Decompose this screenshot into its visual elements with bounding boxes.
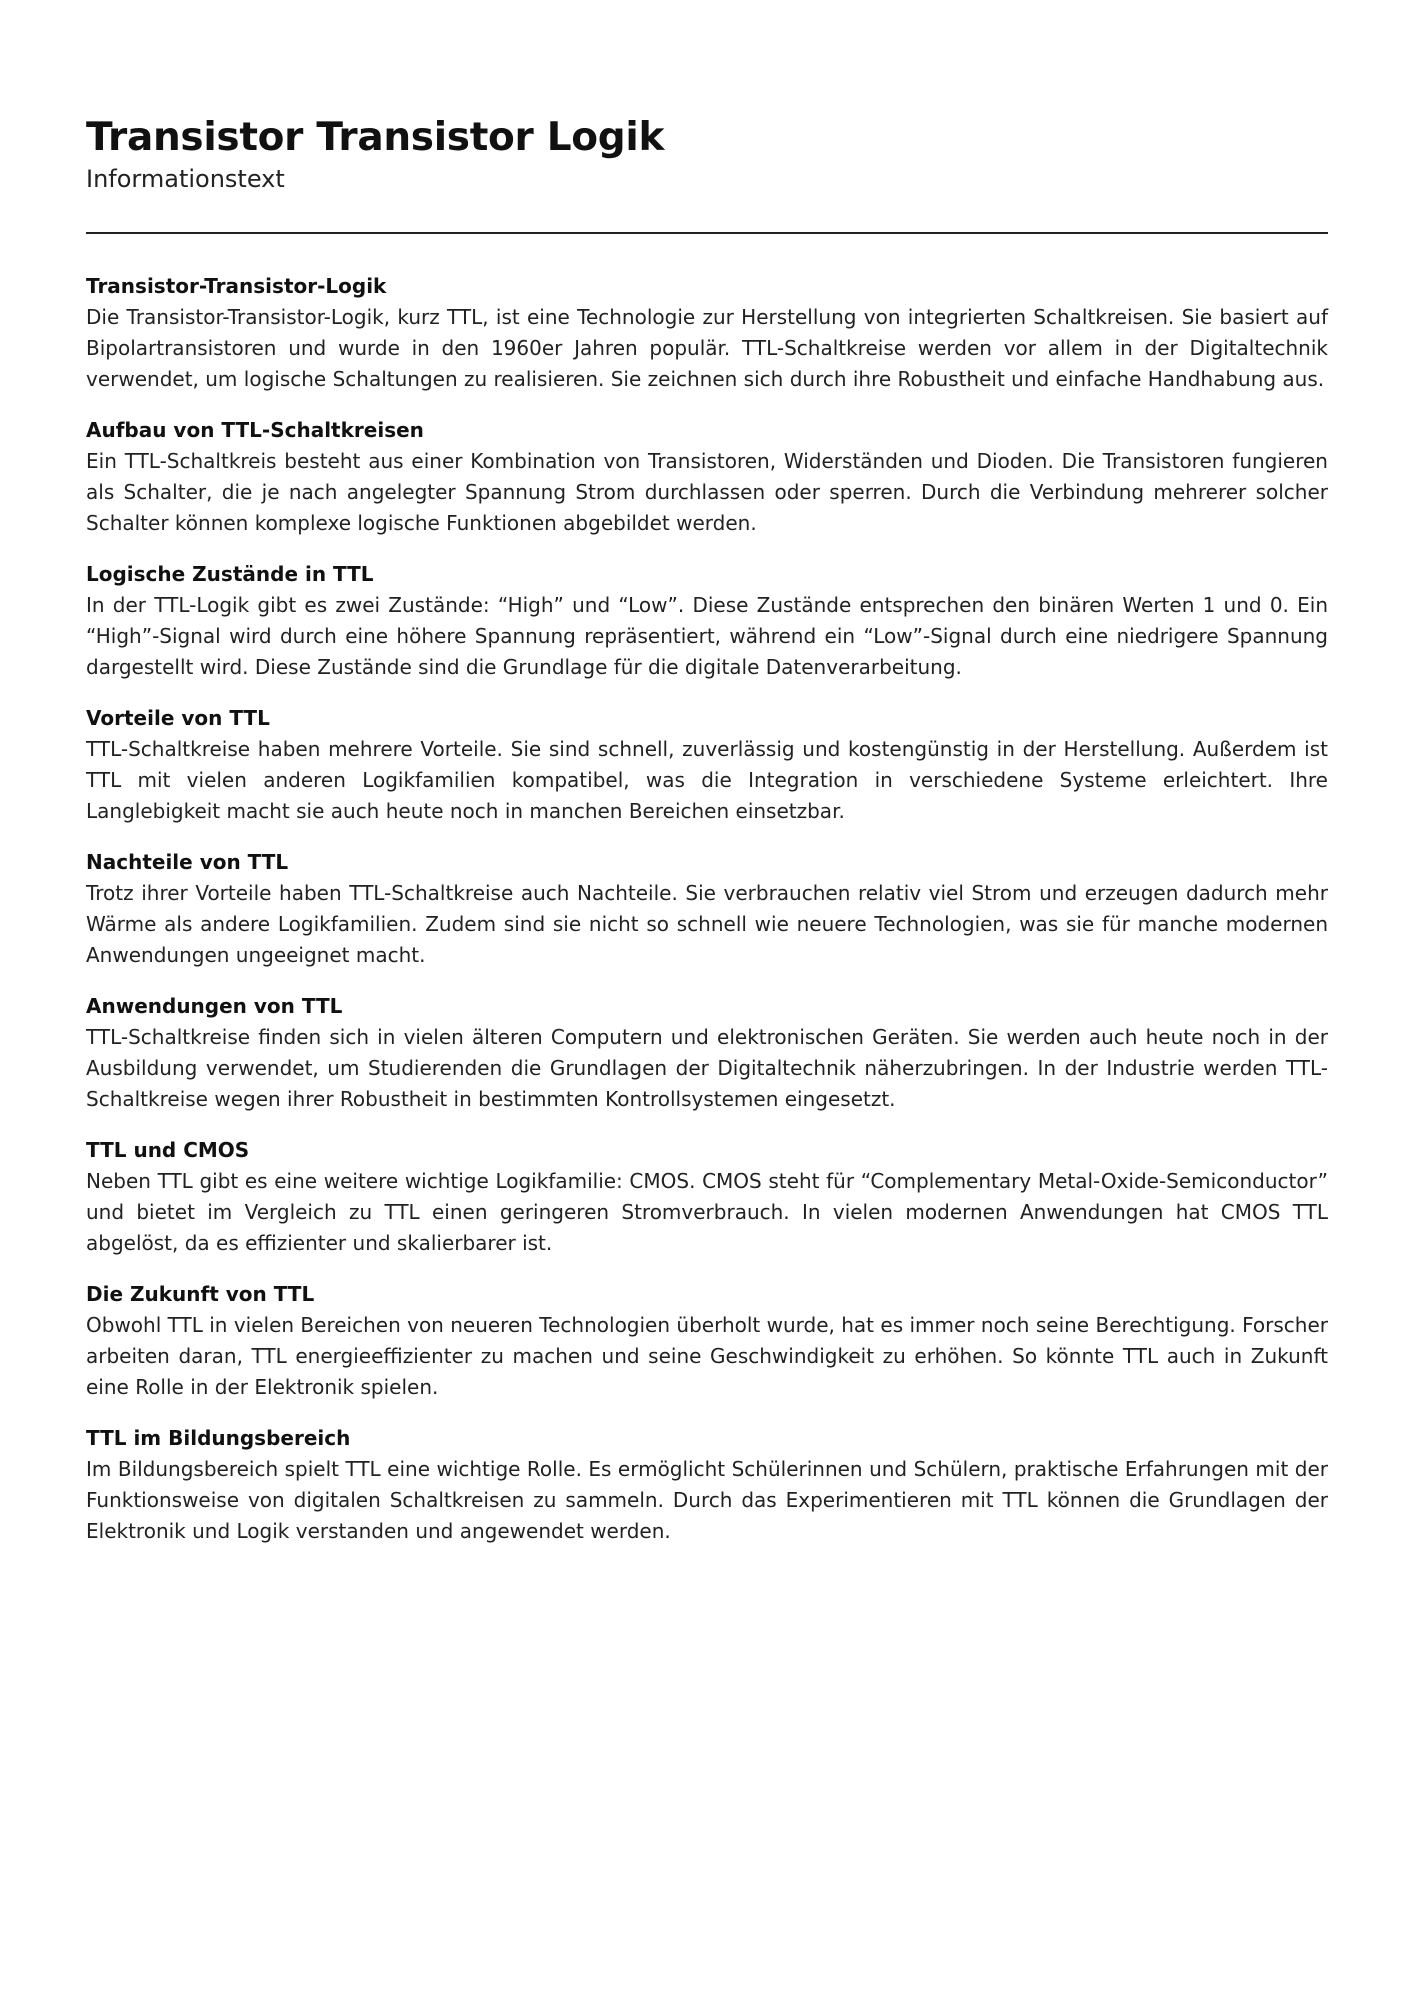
document-header	[86, 114, 1328, 196]
document-subtitle: Informationstext	[86, 165, 285, 193]
section-heading: Transistor-Transistor-Logik	[86, 274, 387, 298]
section-heading: Aufbau von TTL-Schaltkreisen	[86, 418, 424, 442]
section-body: TTL-Schaltkreise finden sich in vielen älteren Computern und elektronischen Geräten. Sie werden auch heute noch in der Ausbildung verwendet, um Studierenden die Grundlagen der Digitaltechnik näherzubringen. In der Industrie werden TTL-Schaltkreise wegen ihrer Robustheit in bestimmten Kontrollsystemen eingesetzt.	[86, 1025, 1328, 1111]
document-content	[86, 271, 1328, 1547]
section-body: Obwohl TTL in vielen Bereichen von neueren Technologien überholt wurde, hat es immer noch seine Berechtigung. Forscher arbeiten daran, TTL energieeffizienter zu machen und seine Geschwindigkeit zu erhöhen. So könnte TTL auch in Zukunft eine Rolle in der Elektronik spielen.	[86, 1313, 1328, 1399]
section-heading: Anwendungen von TTL	[86, 994, 343, 1018]
section-heading: TTL im Bildungsbereich	[86, 1426, 351, 1450]
section-future	[86, 1279, 1328, 1403]
section-ttl-cmos	[86, 1135, 1328, 1259]
section-body: Die Transistor-Transistor-Logik, kurz TTL, ist eine Technologie zur Herstellung von integrierten Schaltkreisen. Sie basiert auf Bipolartransistoren und wurde in den 1960er Jahren populär. TTL-Schaltkreise werden vor allem in der Digitaltechnik verwendet, um logische Schaltungen zu realisieren. Sie zeichnen sich durch ihre Robustheit und einfache Handhabung aus.	[86, 305, 1328, 391]
section-applications	[86, 991, 1328, 1115]
section-heading: Logische Zustände in TTL	[86, 562, 374, 586]
section-heading: TTL und CMOS	[86, 1138, 250, 1162]
section-ttl-structure	[86, 415, 1328, 539]
section-disadvantages	[86, 847, 1328, 971]
section-heading: Vorteile von TTL	[86, 706, 270, 730]
section-heading: Nachteile von TTL	[86, 850, 289, 874]
section-body: Im Bildungsbereich spielt TTL eine wichtige Rolle. Es ermöglicht Schülerinnen und Schülern, praktische Erfahrungen mit der Funktionsweise von digitalen Schaltkreisen zu sammeln. Durch das Experimentieren mit TTL können die Grundlagen der Elektronik und Logik verstanden und angewendet werden.	[86, 1457, 1328, 1543]
section-body: TTL-Schaltkreise haben mehrere Vorteile. Sie sind schnell, zuverlässig und kostengünstig in der Herstellung. Außerdem ist TTL mit vielen anderen Logikfamilien kompatibel, was die Integration in verschiedene Systeme erleichtert. Ihre Langlebigkeit macht sie auch heute noch in manchen Bereichen einsetzbar.	[86, 737, 1328, 823]
section-ttl-intro	[86, 271, 1328, 395]
section-body: In der TTL-Logik gibt es zwei Zustände: “High” und “Low”. Diese Zustände entsprechen den binären Werten 1 und 0. Ein “High”-Signal wird durch eine höhere Spannung repräsentiert, während ein “Low”-Signal durch eine niedrigere Spannung dargestellt wird. Diese Zustände sind die Grundlage für die digitale Datenverarbeitung.	[86, 593, 1328, 679]
section-body: Ein TTL-Schaltkreis besteht aus einer Kombination von Transistoren, Widerständen und Dioden. Die Transistoren fungieren als Schalter, die je nach angelegter Spannung Strom durchlassen oder sperren. Durch die Verbindung mehrerer solcher Schalter können komplexe logische Funktionen abgebildet werden.	[86, 449, 1328, 535]
document-title: Transistor Transistor Logik	[86, 115, 665, 160]
section-body: Neben TTL gibt es eine weitere wichtige Logikfamilie: CMOS. CMOS steht für “Complementary Metal-Oxide-Semiconductor” und bietet im Vergleich zu TTL einen geringeren Stromverbrauch. In vielen modernen Anwendungen hat CMOS TTL abgelöst, da es effizienter und skalierbarer ist.	[86, 1169, 1328, 1255]
section-heading: Die Zukunft von TTL	[86, 1282, 315, 1306]
section-body: Trotz ihrer Vorteile haben TTL-Schaltkreise auch Nachteile. Sie verbrauchen relativ viel Strom und erzeugen dadurch mehr Wärme als andere Logikfamilien. Zudem sind sie nicht so schnell wie neuere Technologien, was sie für manche modernen Anwendungen ungeeignet macht.	[86, 881, 1328, 967]
section-education	[86, 1423, 1328, 1547]
header-divider	[86, 232, 1328, 234]
section-logic-states	[86, 559, 1328, 683]
section-advantages	[86, 703, 1328, 827]
